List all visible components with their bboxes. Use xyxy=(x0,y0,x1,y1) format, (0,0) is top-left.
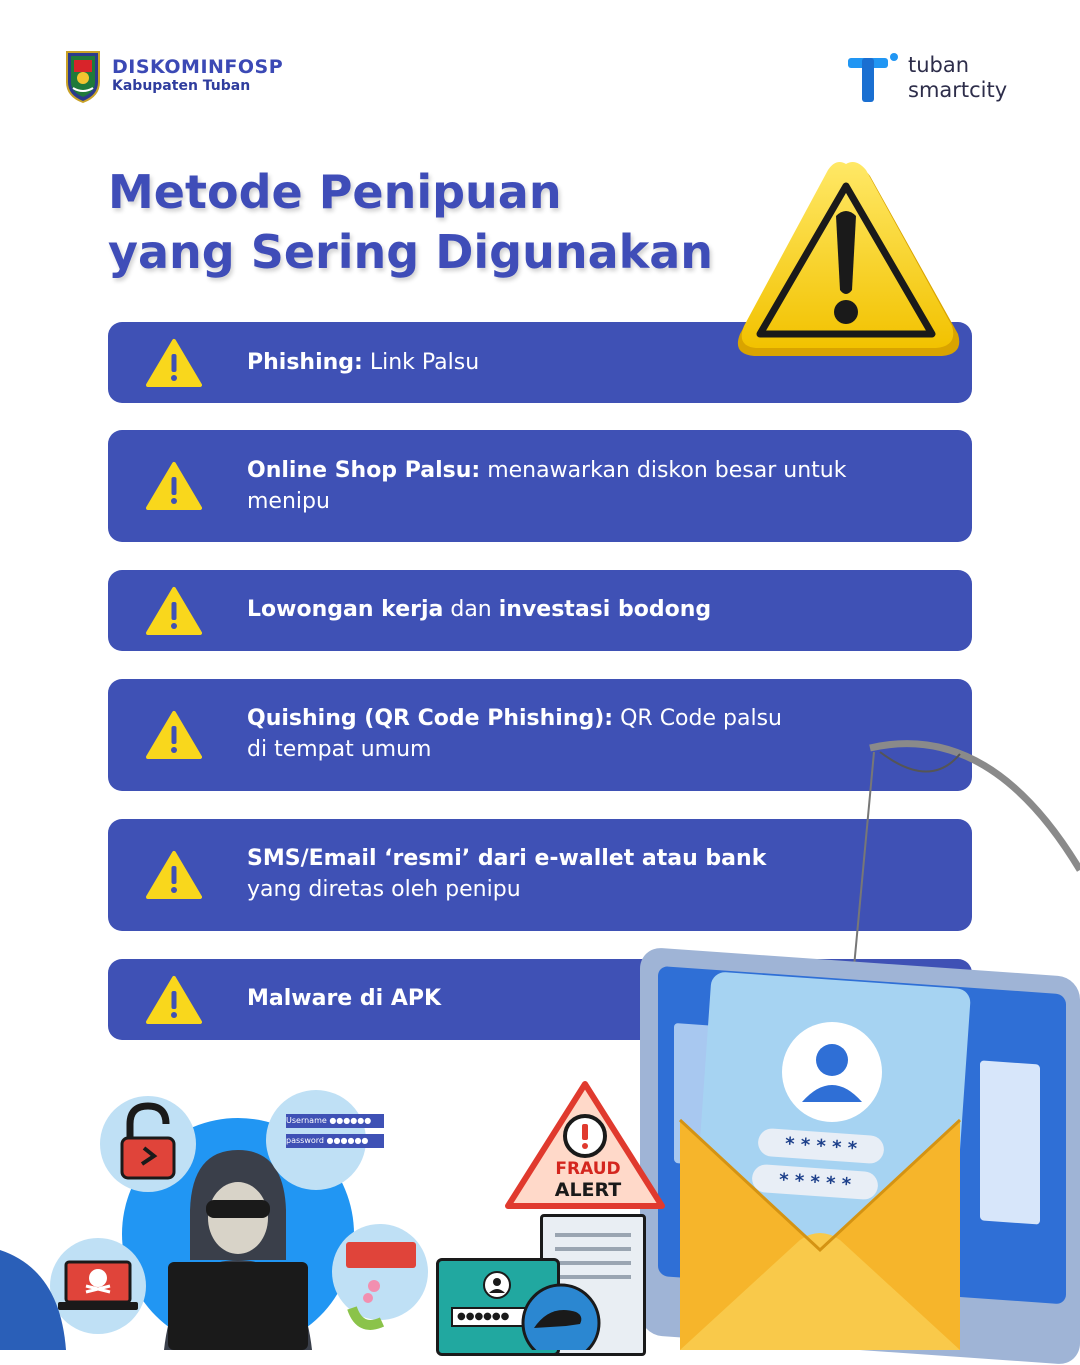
brand-line2: smartcity xyxy=(908,78,1008,102)
title-line2: yang Sering Digunakan xyxy=(108,225,713,279)
item-text: Online Shop Palsu: menawarkan diskon besar untuk menipu xyxy=(247,458,847,514)
fraud-text-2: ALERT xyxy=(554,1179,622,1201)
envelope-icon xyxy=(660,1080,980,1350)
leaf-icon xyxy=(0,1230,70,1350)
warning-icon xyxy=(146,586,202,636)
item-text: Lowongan kerja dan investasi bodong xyxy=(247,597,712,622)
org-name: DISKOMINFOSP xyxy=(112,56,284,78)
lock-icon xyxy=(98,1094,198,1194)
password-field: * * * * * xyxy=(757,1128,885,1165)
warning-icon xyxy=(146,710,202,760)
warning-icon xyxy=(146,338,202,388)
list-item xyxy=(108,430,972,542)
pin-field: ●●●●●● xyxy=(451,1307,539,1327)
warning-icon xyxy=(146,461,202,511)
smartcity-logo-icon xyxy=(846,52,898,104)
item-text: Malware di APK xyxy=(247,986,442,1011)
login-user-field: Username ●●●●●● xyxy=(286,1114,384,1128)
brand-line1: tuban xyxy=(908,53,970,77)
list-item xyxy=(108,570,972,651)
page-title xyxy=(108,162,748,282)
title-line1: Metode Penipuan xyxy=(108,165,562,219)
item-text: SMS/Email ‘resmi’ dari e-wallet atau bank yang diretas oleh penipu xyxy=(247,846,767,902)
login-pass-field: password ●●●●●● xyxy=(286,1134,384,1148)
item-text: Phishing: Link Palsu xyxy=(247,350,480,375)
user-icon xyxy=(483,1271,511,1299)
crest-icon xyxy=(64,48,102,104)
warning-icon xyxy=(146,850,202,900)
password-field: * * * * * xyxy=(751,1164,879,1201)
diskominfo-logo xyxy=(64,48,283,104)
org-sub: Kabupaten Tuban xyxy=(112,78,251,94)
smartcity-logo xyxy=(846,52,1007,104)
warning-icon xyxy=(146,975,202,1025)
hook-hand-icon xyxy=(520,1282,602,1350)
phone-icon xyxy=(330,1222,430,1332)
warning-icon xyxy=(732,158,964,370)
item-text: Quishing (QR Code Phishing): QR Code palsu di tempat umum xyxy=(247,706,782,762)
fraud-text-1: FRAUD xyxy=(555,1159,621,1179)
